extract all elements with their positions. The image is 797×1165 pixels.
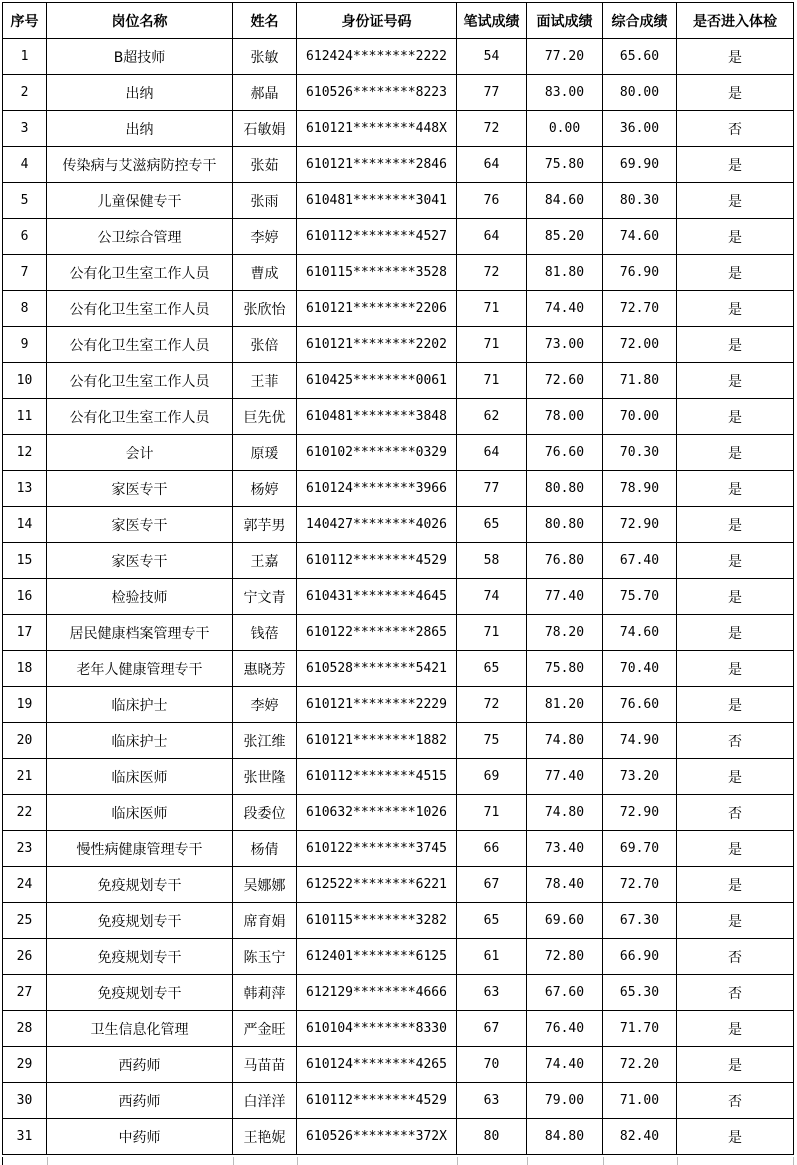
cell-interview-score: 78.20 — [527, 615, 603, 651]
cell-id-number: 610124********4265 — [297, 1047, 457, 1083]
table-row — [3, 1047, 794, 1083]
cell-position: 西药师 — [47, 1047, 233, 1083]
cell-id-number: 610121********2846 — [297, 147, 457, 183]
cell-physical-exam: 否 — [677, 939, 794, 975]
cell-written-score: 76 — [457, 183, 527, 219]
cell-id-number: 140427********4026 — [297, 507, 457, 543]
table-row — [3, 687, 794, 723]
cell-physical-exam: 是 — [677, 291, 794, 327]
cell-seq: 1 — [3, 39, 47, 75]
cell-written-score: 75 — [457, 723, 527, 759]
table-row — [3, 507, 794, 543]
cell-position: 公有化卫生室工作人员 — [47, 363, 233, 399]
cell-id-number: 610124********3966 — [297, 471, 457, 507]
cell-position: 老年人健康管理专干 — [47, 651, 233, 687]
cell-seq: 23 — [3, 831, 47, 867]
table-row — [3, 579, 794, 615]
cell-written-score: 64 — [457, 147, 527, 183]
cell-physical-exam: 是 — [677, 651, 794, 687]
cell-total-score: 65.30 — [603, 975, 677, 1011]
cell-written-score: 71 — [457, 291, 527, 327]
cell-physical-exam: 是 — [677, 255, 794, 291]
cell-id-number: 610112********4515 — [297, 759, 457, 795]
cell-written-score: 74 — [457, 579, 527, 615]
table-row — [3, 1011, 794, 1047]
table-row — [3, 867, 794, 903]
cell-name: 席育娟 — [233, 903, 297, 939]
table-row — [3, 543, 794, 579]
cell-id-number: 610526********372X — [297, 1119, 457, 1155]
cell-position: 公有化卫生室工作人员 — [47, 399, 233, 435]
cell-seq: 4 — [3, 147, 47, 183]
cell-interview-score: 80.80 — [527, 471, 603, 507]
cell-position: 公卫综合管理 — [47, 219, 233, 255]
cell-name: 宁文青 — [233, 579, 297, 615]
cell-name: 马苗苗 — [233, 1047, 297, 1083]
cell-total-score: 74.60 — [603, 219, 677, 255]
table-row — [3, 723, 794, 759]
cell-physical-exam: 是 — [677, 579, 794, 615]
cell-seq: 17 — [3, 615, 47, 651]
cell-name: 严金旺 — [233, 1011, 297, 1047]
cell-physical-exam: 是 — [677, 867, 794, 903]
cell-id-number: 612129********4666 — [297, 975, 457, 1011]
cell-position: 居民健康档案管理专干 — [47, 615, 233, 651]
cell-id-number: 610112********4529 — [297, 1083, 457, 1119]
cell-id-number: 610102********0329 — [297, 435, 457, 471]
cell-name: 巨先优 — [233, 399, 297, 435]
cell-written-score: 64 — [457, 219, 527, 255]
cell-physical-exam: 是 — [677, 1011, 794, 1047]
cell-interview-score: 76.40 — [527, 1011, 603, 1047]
cell-interview-score: 73.40 — [527, 831, 603, 867]
table-row — [3, 291, 794, 327]
cell-seq: 7 — [3, 255, 47, 291]
cell-written-score: 70 — [457, 1047, 527, 1083]
cell-physical-exam: 否 — [677, 111, 794, 147]
header-row — [3, 3, 794, 39]
header-name: 姓名 — [233, 3, 297, 39]
cell-seq: 29 — [3, 1047, 47, 1083]
cell-total-score: 69.90 — [603, 147, 677, 183]
cell-interview-score: 75.80 — [527, 147, 603, 183]
cell-written-score: 65 — [457, 903, 527, 939]
cell-physical-exam: 否 — [677, 975, 794, 1011]
cell-interview-score: 78.00 — [527, 399, 603, 435]
cell-written-score: 67 — [457, 1011, 527, 1047]
cell-written-score: 63 — [457, 975, 527, 1011]
cell-physical-exam: 是 — [677, 1047, 794, 1083]
cell-position: 西药师 — [47, 1083, 233, 1119]
table-row — [3, 939, 794, 975]
cell-name: 吴娜娜 — [233, 867, 297, 903]
cell-interview-score: 80.80 — [527, 507, 603, 543]
cell-total-score: 76.60 — [603, 687, 677, 723]
cell-seq: 24 — [3, 867, 47, 903]
cell-interview-score: 84.60 — [527, 183, 603, 219]
table-row — [3, 1119, 794, 1155]
table-row — [3, 435, 794, 471]
cell-interview-score: 76.60 — [527, 435, 603, 471]
cell-name: 王菲 — [233, 363, 297, 399]
table-row — [3, 1083, 794, 1119]
cell-id-number: 610526********8223 — [297, 75, 457, 111]
cell-id-number: 610481********3848 — [297, 399, 457, 435]
cell-id-number: 610425********0061 — [297, 363, 457, 399]
cell-position: 会计 — [47, 435, 233, 471]
cell-position: 免疫规划专干 — [47, 867, 233, 903]
cell-id-number: 610431********4645 — [297, 579, 457, 615]
table-row — [3, 363, 794, 399]
cell-total-score: 67.40 — [603, 543, 677, 579]
cell-name: 杨倩 — [233, 831, 297, 867]
cell-position: 儿童保健专干 — [47, 183, 233, 219]
cell-written-score: 80 — [457, 1119, 527, 1155]
table-row — [3, 75, 794, 111]
table-row — [3, 147, 794, 183]
cell-id-number: 610115********3282 — [297, 903, 457, 939]
cell-name: 惠晓芳 — [233, 651, 297, 687]
cell-name: 张雨 — [233, 183, 297, 219]
cell-interview-score: 81.20 — [527, 687, 603, 723]
cell-position: 慢性病健康管理专干 — [47, 831, 233, 867]
cell-seq: 26 — [3, 939, 47, 975]
cell-physical-exam: 是 — [677, 759, 794, 795]
cell-name: 王艳妮 — [233, 1119, 297, 1155]
cell-written-score: 65 — [457, 651, 527, 687]
cell-total-score: 78.90 — [603, 471, 677, 507]
header-total-score: 综合成绩 — [603, 3, 677, 39]
cell-id-number: 610115********3528 — [297, 255, 457, 291]
cell-name: 白洋洋 — [233, 1083, 297, 1119]
cell-physical-exam: 是 — [677, 363, 794, 399]
cell-written-score: 72 — [457, 111, 527, 147]
cell-name: 韩莉萍 — [233, 975, 297, 1011]
cell-position: 临床医师 — [47, 795, 233, 831]
cell-interview-score: 81.80 — [527, 255, 603, 291]
cell-interview-score: 77.40 — [527, 759, 603, 795]
cell-seq: 14 — [3, 507, 47, 543]
cell-name: 钱蓓 — [233, 615, 297, 651]
cell-total-score: 71.00 — [603, 1083, 677, 1119]
header-interview-score: 面试成绩 — [527, 3, 603, 39]
cell-total-score: 69.70 — [603, 831, 677, 867]
cell-total-score: 67.30 — [603, 903, 677, 939]
cell-total-score: 80.00 — [603, 75, 677, 111]
cell-position: 传染病与艾滋病防控专干 — [47, 147, 233, 183]
cell-written-score: 62 — [457, 399, 527, 435]
cell-physical-exam: 是 — [677, 831, 794, 867]
cell-position: 公有化卫生室工作人员 — [47, 327, 233, 363]
cell-seq: 2 — [3, 75, 47, 111]
cell-seq: 5 — [3, 183, 47, 219]
table-row — [3, 759, 794, 795]
cell-interview-score: 83.00 — [527, 75, 603, 111]
header-position: 岗位名称 — [47, 3, 233, 39]
cell-seq: 15 — [3, 543, 47, 579]
cell-total-score: 66.90 — [603, 939, 677, 975]
cell-interview-score: 75.80 — [527, 651, 603, 687]
cell-name: 杨婷 — [233, 471, 297, 507]
cell-position: 免疫规划专干 — [47, 975, 233, 1011]
cell-written-score: 65 — [457, 507, 527, 543]
cell-id-number: 610112********4529 — [297, 543, 457, 579]
cell-id-number: 612522********6221 — [297, 867, 457, 903]
cell-written-score: 71 — [457, 363, 527, 399]
cell-written-score: 72 — [457, 255, 527, 291]
cell-seq: 28 — [3, 1011, 47, 1047]
cell-position: 出纳 — [47, 75, 233, 111]
cell-physical-exam: 是 — [677, 543, 794, 579]
table-row — [3, 219, 794, 255]
cell-total-score: 70.40 — [603, 651, 677, 687]
cell-written-score: 63 — [457, 1083, 527, 1119]
cell-total-score: 72.20 — [603, 1047, 677, 1083]
cell-written-score: 67 — [457, 867, 527, 903]
table-row — [3, 111, 794, 147]
cell-interview-score: 77.40 — [527, 579, 603, 615]
cell-name: 李婷 — [233, 219, 297, 255]
cell-total-score: 70.30 — [603, 435, 677, 471]
cell-interview-score: 74.40 — [527, 291, 603, 327]
cell-total-score: 72.00 — [603, 327, 677, 363]
cell-name: 张倍 — [233, 327, 297, 363]
cell-total-score: 80.30 — [603, 183, 677, 219]
cell-id-number: 610122********2865 — [297, 615, 457, 651]
header-seq: 序号 — [3, 3, 47, 39]
cell-written-score: 71 — [457, 795, 527, 831]
table-row — [3, 399, 794, 435]
cell-total-score: 82.40 — [603, 1119, 677, 1155]
cell-name: 段委位 — [233, 795, 297, 831]
cell-interview-score: 72.60 — [527, 363, 603, 399]
cell-interview-score: 84.80 — [527, 1119, 603, 1155]
cell-seq: 25 — [3, 903, 47, 939]
cell-interview-score: 74.80 — [527, 795, 603, 831]
cell-name: 郭芋男 — [233, 507, 297, 543]
cell-position: 家医专干 — [47, 543, 233, 579]
cell-total-score: 72.70 — [603, 291, 677, 327]
cell-interview-score: 74.40 — [527, 1047, 603, 1083]
table-row — [3, 615, 794, 651]
cell-physical-exam: 是 — [677, 903, 794, 939]
cell-id-number: 610121********1882 — [297, 723, 457, 759]
cell-interview-score: 0.00 — [527, 111, 603, 147]
cell-position: 免疫规划专干 — [47, 903, 233, 939]
cell-written-score: 54 — [457, 39, 527, 75]
header-id-number: 身份证号码 — [297, 3, 457, 39]
cell-name: 原瑗 — [233, 435, 297, 471]
cell-total-score: 72.70 — [603, 867, 677, 903]
cell-physical-exam: 否 — [677, 1083, 794, 1119]
cell-id-number: 610122********3745 — [297, 831, 457, 867]
table-partial-row — [2, 1157, 794, 1165]
table-row — [3, 327, 794, 363]
cell-name: 石敏娟 — [233, 111, 297, 147]
score-table — [2, 2, 794, 1155]
cell-id-number: 610481********3041 — [297, 183, 457, 219]
cell-seq: 3 — [3, 111, 47, 147]
table-row — [3, 831, 794, 867]
cell-total-score: 70.00 — [603, 399, 677, 435]
cell-id-number: 610104********8330 — [297, 1011, 457, 1047]
table-row — [3, 39, 794, 75]
cell-position: 卫生信息化管理 — [47, 1011, 233, 1047]
cell-seq: 13 — [3, 471, 47, 507]
cell-written-score: 72 — [457, 687, 527, 723]
cell-total-score: 71.80 — [603, 363, 677, 399]
table-row — [3, 183, 794, 219]
cell-written-score: 64 — [457, 435, 527, 471]
cell-interview-score: 73.00 — [527, 327, 603, 363]
cell-id-number: 610121********448X — [297, 111, 457, 147]
cell-position: 检验技师 — [47, 579, 233, 615]
cell-seq: 27 — [3, 975, 47, 1011]
cell-written-score: 71 — [457, 615, 527, 651]
cell-seq: 21 — [3, 759, 47, 795]
cell-interview-score: 74.80 — [527, 723, 603, 759]
cell-id-number: 612424********2222 — [297, 39, 457, 75]
cell-written-score: 77 — [457, 471, 527, 507]
cell-position: 临床护士 — [47, 687, 233, 723]
cell-seq: 10 — [3, 363, 47, 399]
cell-position: 家医专干 — [47, 507, 233, 543]
cell-total-score: 74.60 — [603, 615, 677, 651]
cell-written-score: 69 — [457, 759, 527, 795]
table-row — [3, 651, 794, 687]
cell-total-score: 75.70 — [603, 579, 677, 615]
cell-physical-exam: 是 — [677, 615, 794, 651]
cell-seq: 16 — [3, 579, 47, 615]
cell-physical-exam: 是 — [677, 435, 794, 471]
cell-physical-exam: 否 — [677, 723, 794, 759]
cell-total-score: 71.70 — [603, 1011, 677, 1047]
cell-seq: 19 — [3, 687, 47, 723]
table-row — [3, 255, 794, 291]
cell-position: 免疫规划专干 — [47, 939, 233, 975]
cell-name: 郝晶 — [233, 75, 297, 111]
cell-total-score: 65.60 — [603, 39, 677, 75]
cell-interview-score: 77.20 — [527, 39, 603, 75]
cell-position: 临床护士 — [47, 723, 233, 759]
table-row — [3, 795, 794, 831]
header-physical-exam: 是否进入体检 — [677, 3, 794, 39]
cell-name: 曹成 — [233, 255, 297, 291]
cell-id-number: 612401********6125 — [297, 939, 457, 975]
cell-position: 公有化卫生室工作人员 — [47, 291, 233, 327]
cell-seq: 20 — [3, 723, 47, 759]
cell-interview-score: 85.20 — [527, 219, 603, 255]
cell-total-score: 36.00 — [603, 111, 677, 147]
cell-written-score: 71 — [457, 327, 527, 363]
cell-name: 张欣怡 — [233, 291, 297, 327]
cell-id-number: 610121********2229 — [297, 687, 457, 723]
cell-position: 公有化卫生室工作人员 — [47, 255, 233, 291]
cell-interview-score: 76.80 — [527, 543, 603, 579]
cell-total-score: 73.20 — [603, 759, 677, 795]
cell-id-number: 610528********5421 — [297, 651, 457, 687]
cell-seq: 30 — [3, 1083, 47, 1119]
cell-physical-exam: 是 — [677, 507, 794, 543]
cell-total-score: 72.90 — [603, 795, 677, 831]
cell-position: 中药师 — [47, 1119, 233, 1155]
cell-physical-exam: 是 — [677, 399, 794, 435]
cell-id-number: 610112********4527 — [297, 219, 457, 255]
cell-name: 张茹 — [233, 147, 297, 183]
cell-seq: 31 — [3, 1119, 47, 1155]
cell-name: 张敏 — [233, 39, 297, 75]
cell-written-score: 61 — [457, 939, 527, 975]
cell-position: B超技师 — [47, 39, 233, 75]
cell-name: 张江维 — [233, 723, 297, 759]
cell-physical-exam: 是 — [677, 327, 794, 363]
cell-id-number: 610121********2206 — [297, 291, 457, 327]
cell-interview-score: 69.60 — [527, 903, 603, 939]
header-written-score: 笔试成绩 — [457, 3, 527, 39]
cell-id-number: 610632********1026 — [297, 795, 457, 831]
cell-total-score: 76.90 — [603, 255, 677, 291]
cell-interview-score: 78.40 — [527, 867, 603, 903]
cell-written-score: 58 — [457, 543, 527, 579]
cell-name: 张世隆 — [233, 759, 297, 795]
cell-interview-score: 67.60 — [527, 975, 603, 1011]
cell-written-score: 77 — [457, 75, 527, 111]
cell-physical-exam: 否 — [677, 795, 794, 831]
cell-interview-score: 79.00 — [527, 1083, 603, 1119]
cell-seq: 11 — [3, 399, 47, 435]
table-row — [3, 471, 794, 507]
cell-seq: 6 — [3, 219, 47, 255]
cell-physical-exam: 是 — [677, 1119, 794, 1155]
cell-physical-exam: 是 — [677, 183, 794, 219]
cell-name: 李婷 — [233, 687, 297, 723]
cell-written-score: 66 — [457, 831, 527, 867]
cell-physical-exam: 是 — [677, 39, 794, 75]
cell-physical-exam: 是 — [677, 147, 794, 183]
cell-name: 王嘉 — [233, 543, 297, 579]
cell-seq: 12 — [3, 435, 47, 471]
cell-physical-exam: 是 — [677, 219, 794, 255]
table-body — [3, 39, 794, 1155]
table-row — [3, 903, 794, 939]
cell-name: 陈玉宁 — [233, 939, 297, 975]
cell-total-score: 72.90 — [603, 507, 677, 543]
cell-seq: 8 — [3, 291, 47, 327]
cell-position: 家医专干 — [47, 471, 233, 507]
cell-id-number: 610121********2202 — [297, 327, 457, 363]
cell-physical-exam: 是 — [677, 471, 794, 507]
cell-seq: 9 — [3, 327, 47, 363]
cell-total-score: 74.90 — [603, 723, 677, 759]
cell-seq: 22 — [3, 795, 47, 831]
cell-interview-score: 72.80 — [527, 939, 603, 975]
cell-seq: 18 — [3, 651, 47, 687]
table-row — [3, 975, 794, 1011]
cell-position: 出纳 — [47, 111, 233, 147]
cell-position: 临床医师 — [47, 759, 233, 795]
cell-physical-exam: 是 — [677, 75, 794, 111]
cell-physical-exam: 是 — [677, 687, 794, 723]
